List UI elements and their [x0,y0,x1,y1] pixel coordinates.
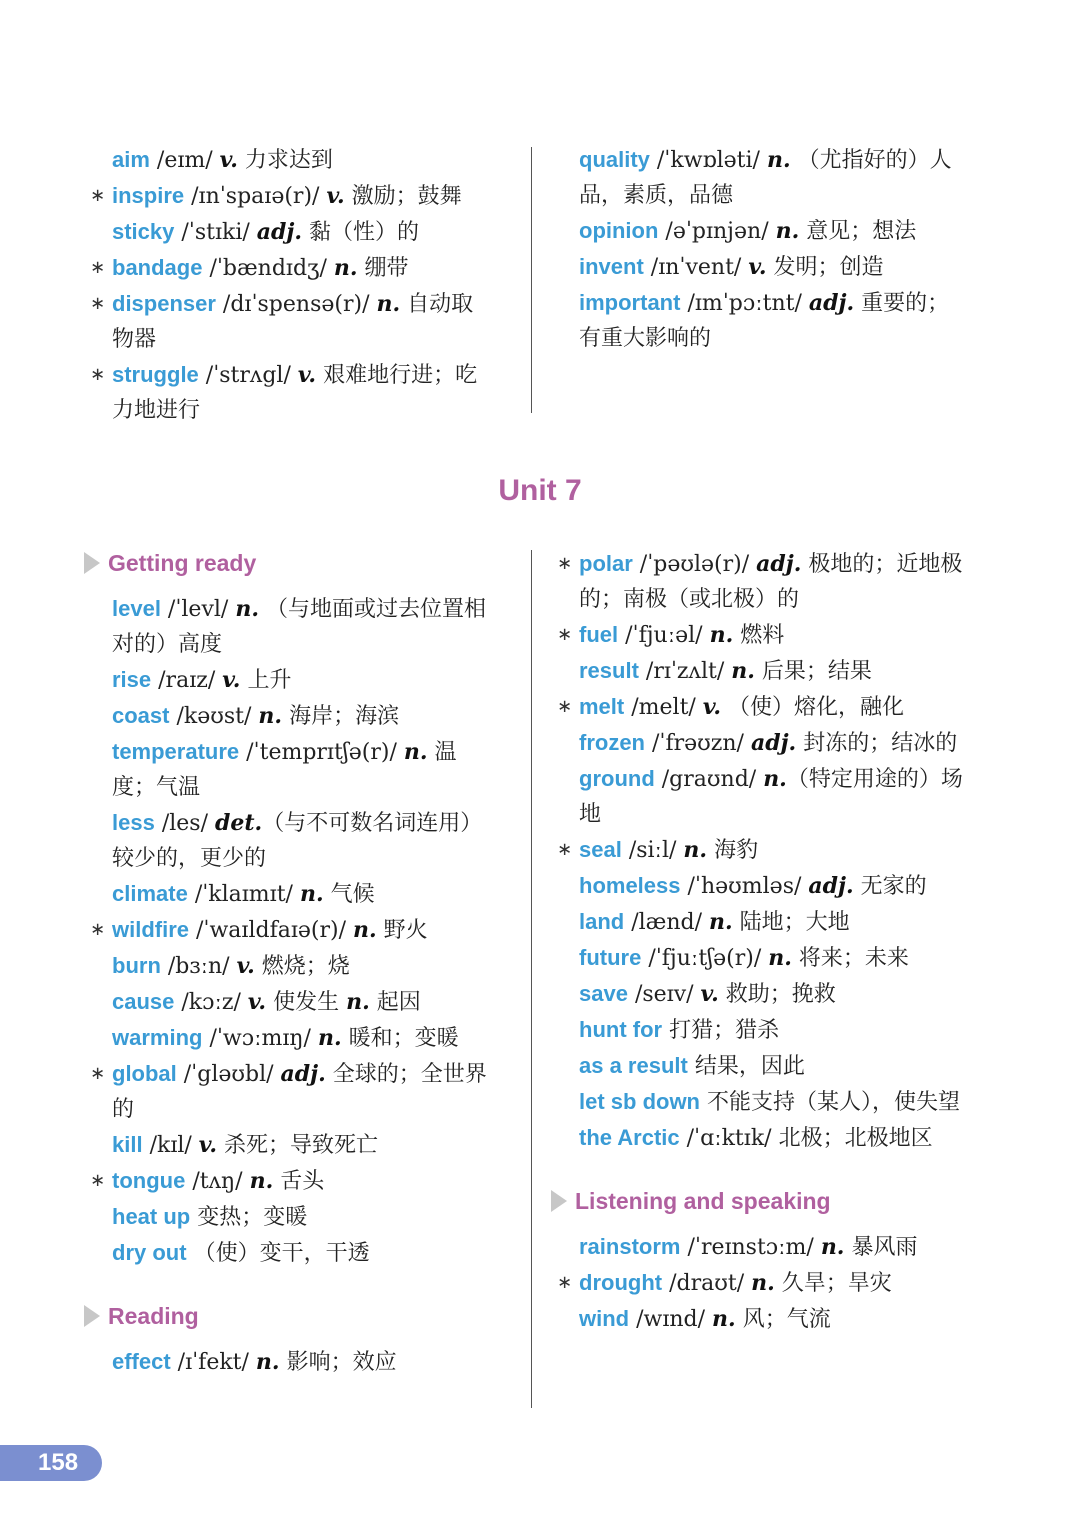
part-of-speech: v. [700,981,719,1007]
part-of-speech: n. [258,703,283,729]
vocab-entry [557,617,964,653]
headword: temperature [112,739,240,764]
part-of-speech: v. [702,694,722,720]
pronunciation: /siːl/ [621,838,684,863]
pronunciation: /lænd/ [624,910,710,935]
asterisk-icon: ∗ [557,624,573,645]
meaning: 结果，因此 [694,1054,805,1079]
vocab-entry [579,761,964,832]
meaning: 全球的；全世界的 [112,1062,487,1122]
meaning: 暴风雨 [844,1235,918,1260]
headword: wind [579,1306,630,1331]
pronunciation: /ɪmˈpɔːtnt/ [680,291,809,316]
vocab-entry [112,1344,492,1380]
pronunciation: /bɜːn/ [160,954,237,979]
part-of-speech: v. [247,989,267,1015]
meaning: 影响；效应 [279,1350,397,1375]
vocab-entry [90,178,492,214]
section-heading: Reading [108,1303,199,1329]
pronunciation: /ˈlevl/ [160,597,236,622]
headword: global [112,1061,177,1086]
part-of-speech: n. [255,1349,280,1375]
part-of-speech: v. [222,667,241,693]
part-of-speech: adj. [750,730,797,756]
meaning: 激励；鼓舞 [344,184,462,209]
section-heading: Listening and speaking [575,1188,831,1214]
pronunciation: /ˈwɔːmɪŋ/ [202,1026,318,1051]
vocab-entry [579,1229,964,1265]
vocab-entry [112,1235,492,1271]
asterisk-icon: ∗ [90,293,106,314]
meaning: 气候 [323,882,375,907]
part-of-speech: n. [731,658,755,684]
part-of-speech: n. [376,291,401,317]
part-of-speech: n. [763,766,787,792]
pronunciation: /ɪnˈspaɪə(r)/ [184,184,327,209]
vocab-entry [112,591,492,662]
headword: cause [112,989,175,1014]
pronunciation [688,1054,695,1079]
meaning: 意见；想法 [799,219,917,244]
meaning: 打猎；猎杀 [669,1018,780,1043]
unit-column-divider [531,550,532,1408]
vocab-entry [579,1012,964,1048]
vocab-entry [579,868,964,904]
vocab-entry [579,1301,964,1337]
pronunciation [700,1090,707,1115]
asterisk-icon: ∗ [557,696,573,717]
headword: less [112,810,155,835]
pronunciation: /tʌŋ/ [185,1169,250,1194]
headword: let sb down [579,1089,700,1114]
headword: save [579,981,628,1006]
pronunciation: /ˈkwɒləti/ [649,148,767,173]
vocab-entry [579,249,964,285]
headword: fuel [579,622,619,647]
headword: homeless [579,873,681,898]
meaning: 舌头 [273,1169,325,1194]
pronunciation: /ˈfjuːəl/ [618,623,710,648]
asterisk-icon: ∗ [90,919,106,940]
meaning: 发明；创造 [766,255,884,280]
meaning: 救助；挽救 [718,982,836,1007]
meaning: 黏（性）的 [302,220,420,245]
part-of-speech: n. [299,881,324,907]
pronunciation: /ˈwaɪldfaɪə(r)/ [189,918,353,943]
part-of-speech: adj. [808,873,854,899]
headword: effect [112,1349,171,1374]
part-of-speech: adj. [808,290,855,316]
meaning: 久旱；旱灾 [774,1271,892,1296]
headword: drought [579,1270,663,1295]
headword: rainstorm [579,1234,681,1259]
part-of-speech: v. [297,362,317,388]
vocab-entry [90,912,492,948]
pronunciation: /ˈstɪki/ [174,220,257,245]
part-of-speech: n. [403,739,428,765]
asterisk-icon: ∗ [557,553,573,574]
pronunciation: /rɪˈzʌlt/ [638,659,732,684]
asterisk-icon: ∗ [90,364,106,385]
meaning: 封冻的；结冰的 [796,731,958,756]
section-triangle-icon [84,1305,100,1327]
part-of-speech: v. [236,953,255,979]
part-of-speech: det. [214,810,263,836]
vocab-entry [557,832,964,868]
pronunciation: /əˈpɪnjən/ [658,219,776,244]
meaning: 变热；变暖 [197,1205,308,1230]
headword: bandage [112,255,203,280]
vocab-entry [112,1127,492,1163]
vocab-entry [579,1084,964,1120]
vocab-entry [112,876,492,912]
meaning: 陆地；大地 [732,910,850,935]
vocab-entry [112,1199,492,1235]
meaning: 不能支持（某人），使失望 [707,1090,961,1115]
headword: polar [579,551,633,576]
pronunciation: /eɪm/ [149,148,220,173]
vocab-entry [90,1056,492,1127]
pronunciation: /ˈfjuːtʃə(r)/ [641,946,769,971]
headword: future [579,945,642,970]
headword: melt [579,694,625,719]
vocab-entry [579,940,964,976]
headword: important [579,290,681,315]
section-listening-speaking [551,1184,964,1219]
pronunciation [187,1241,194,1266]
meaning: （使）熔化，融化 [721,695,905,720]
headword: sticky [112,219,175,244]
meaning: 起因 [369,990,421,1015]
meaning: 野火 [376,918,428,943]
unit-left-column [90,546,492,1380]
headword: dispenser [112,291,216,316]
headword: kill [112,1132,143,1157]
pronunciation: /ˈpəʊlə(r)/ [632,552,757,577]
vocab-entry [579,725,964,761]
asterisk-icon: ∗ [90,1170,106,1191]
pronunciation: /kɪl/ [142,1133,199,1158]
pronunciation: /les/ [154,811,215,836]
headword: heat up [112,1204,191,1229]
vocab-entry [90,1163,492,1199]
part-of-speech: adj. [756,551,802,577]
vocab-entry [112,948,492,984]
part-of-speech: n. [709,909,733,935]
meaning: 北极；北极地区 [778,1126,933,1151]
headword: land [579,909,625,934]
meaning: 使发生 [266,990,347,1015]
headword: as a result [579,1053,688,1078]
unit-title: Unit 7 [498,474,582,507]
headword: struggle [112,362,199,387]
section-heading: Getting ready [108,550,257,576]
meaning: 重要的；有重大影响的 [579,291,950,351]
vocab-entry [112,214,492,250]
part-of-speech: n. [249,1168,274,1194]
part-of-speech: n. [775,218,800,244]
meaning: 绷带 [357,256,409,281]
vocab-entry [112,805,492,876]
vocab-entry [112,662,492,698]
vocab-entry [557,689,964,725]
vocab-entry [579,976,964,1012]
meaning: 风；气流 [735,1307,831,1332]
part-of-speech: n. [820,1234,845,1260]
part-of-speech: adj. [280,1061,326,1087]
headword: coast [112,703,170,728]
meaning: 自动取物器 [112,292,474,352]
part-of-speech: n. [768,945,792,971]
headword: rise [112,667,152,692]
meaning: 无家的 [853,874,927,899]
meaning: （与地面或过去位置相对的）高度 [112,597,486,657]
pronunciation: /ˈreɪnstɔːm/ [680,1235,821,1260]
headword: ground [579,766,655,791]
unit-right-column [557,546,964,1337]
meaning: 燃烧；烧 [254,954,350,979]
pronunciation: /ɪˈfekt/ [170,1350,256,1375]
headword: opinion [579,218,659,243]
part-of-speech: v. [219,147,238,173]
headword: the Arctic [579,1125,680,1150]
part-of-speech: n. [317,1025,342,1051]
headword: burn [112,953,161,978]
vocab-entry [112,984,492,1020]
headword: frozen [579,730,645,755]
pronunciation: /kəʊst/ [169,704,259,729]
headword: quality [579,147,650,172]
pronunciation: /melt/ [624,695,703,720]
headword: invent [579,254,644,279]
meaning: 温度；气温 [112,740,457,800]
part-of-speech: n. [712,1306,736,1332]
top-column-divider [531,147,532,413]
part-of-speech: n. [683,837,708,863]
part-of-speech: n. [352,917,377,943]
pronunciation: /ˈɑːktɪk/ [679,1126,779,1151]
vocab-entry [579,653,964,689]
meaning: 后果；结果 [754,659,872,684]
meaning: 燃料 [733,623,785,648]
part-of-speech: adj. [256,219,303,245]
meaning: 暖和；变暖 [341,1026,459,1051]
part-of-speech: v. [748,254,767,280]
pronunciation: /raɪz/ [151,668,223,693]
pronunciation: /ˈhəʊmləs/ [680,874,809,899]
top-left-column [90,142,492,428]
vocab-entry [90,357,492,428]
pronunciation: /graʊnd/ [654,767,764,792]
pronunciation: /draʊt/ [662,1271,752,1296]
pronunciation: /ˈtemprɪtʃə(r)/ [239,740,404,765]
asterisk-icon: ∗ [90,1063,106,1084]
part-of-speech: n. [346,989,370,1015]
headword: level [112,596,161,621]
headword: result [579,658,639,683]
meaning: 极地的；近地极的；南极（或北极）的 [579,552,963,612]
asterisk-icon: ∗ [557,1272,573,1293]
vocab-entry [579,213,964,249]
pronunciation: /wɪnd/ [629,1307,713,1332]
part-of-speech: v. [198,1132,218,1158]
part-of-speech: n. [709,622,734,648]
section-getting-ready [84,546,492,581]
asterisk-icon: ∗ [90,185,106,206]
part-of-speech: v. [326,183,345,209]
asterisk-icon: ∗ [557,839,573,860]
section-triangle-icon [551,1190,567,1212]
vocab-entry [579,904,964,940]
vocab-entry [112,734,492,805]
vocab-entry [579,285,964,356]
meaning: （与不可数名词连用）较少的，更少的 [112,811,483,871]
headword: wildfire [112,917,190,942]
pronunciation: /ˈklaɪmɪt/ [187,882,300,907]
meaning: 力求达到 [237,148,333,173]
vocab-entry [90,286,492,357]
meaning: （尤指好的）人品，素质，品德 [579,148,952,208]
meaning: 海岸；海滨 [282,704,400,729]
part-of-speech: n. [333,255,358,281]
meaning: 杀死；导致死亡 [217,1133,379,1158]
headword: dry out [112,1240,187,1265]
vocab-entry [579,1120,964,1156]
part-of-speech: n. [235,596,259,622]
meaning: （特定用途的）场地 [579,767,963,827]
part-of-speech: n. [766,147,791,173]
section-reading [84,1299,492,1334]
vocab-entry [112,1020,492,1056]
pronunciation: /seɪv/ [627,982,701,1007]
pronunciation: /dɪˈspensə(r)/ [215,292,377,317]
meaning: 上升 [240,668,292,693]
meaning: 海豹 [707,838,759,863]
part-of-speech: n. [751,1270,775,1296]
section-triangle-icon [84,552,100,574]
vocab-entry [112,142,492,178]
vocab-entry [579,142,964,213]
pronunciation: /ˈbændɪdʒ/ [202,256,334,281]
headword: seal [579,837,622,862]
meaning: 艰难地行进；吃力地进行 [112,363,478,423]
headword: aim [112,147,150,172]
headword: tongue [112,1168,186,1193]
page-number: 158 [0,1445,102,1481]
pronunciation: /kɔːz/ [174,990,248,1015]
pronunciation: /ˈstrʌgl/ [198,363,298,388]
headword: warming [112,1025,203,1050]
vocab-entry [90,250,492,286]
top-right-column [579,142,964,356]
vocab-entry [557,1265,964,1301]
pronunciation: /ˈfrəʊzn/ [645,731,751,756]
vocab-entry [579,1048,964,1084]
vocab-entry [112,698,492,734]
vocab-entry [557,546,964,617]
asterisk-icon: ∗ [90,257,106,278]
headword: inspire [112,183,185,208]
pronunciation: /ˈgləʊbl/ [176,1062,281,1087]
meaning: （使）变干，干透 [193,1241,370,1266]
headword: hunt for [579,1017,663,1042]
headword: climate [112,881,188,906]
meaning: 将来；未来 [791,946,909,971]
pronunciation: /ɪnˈvent/ [643,255,749,280]
